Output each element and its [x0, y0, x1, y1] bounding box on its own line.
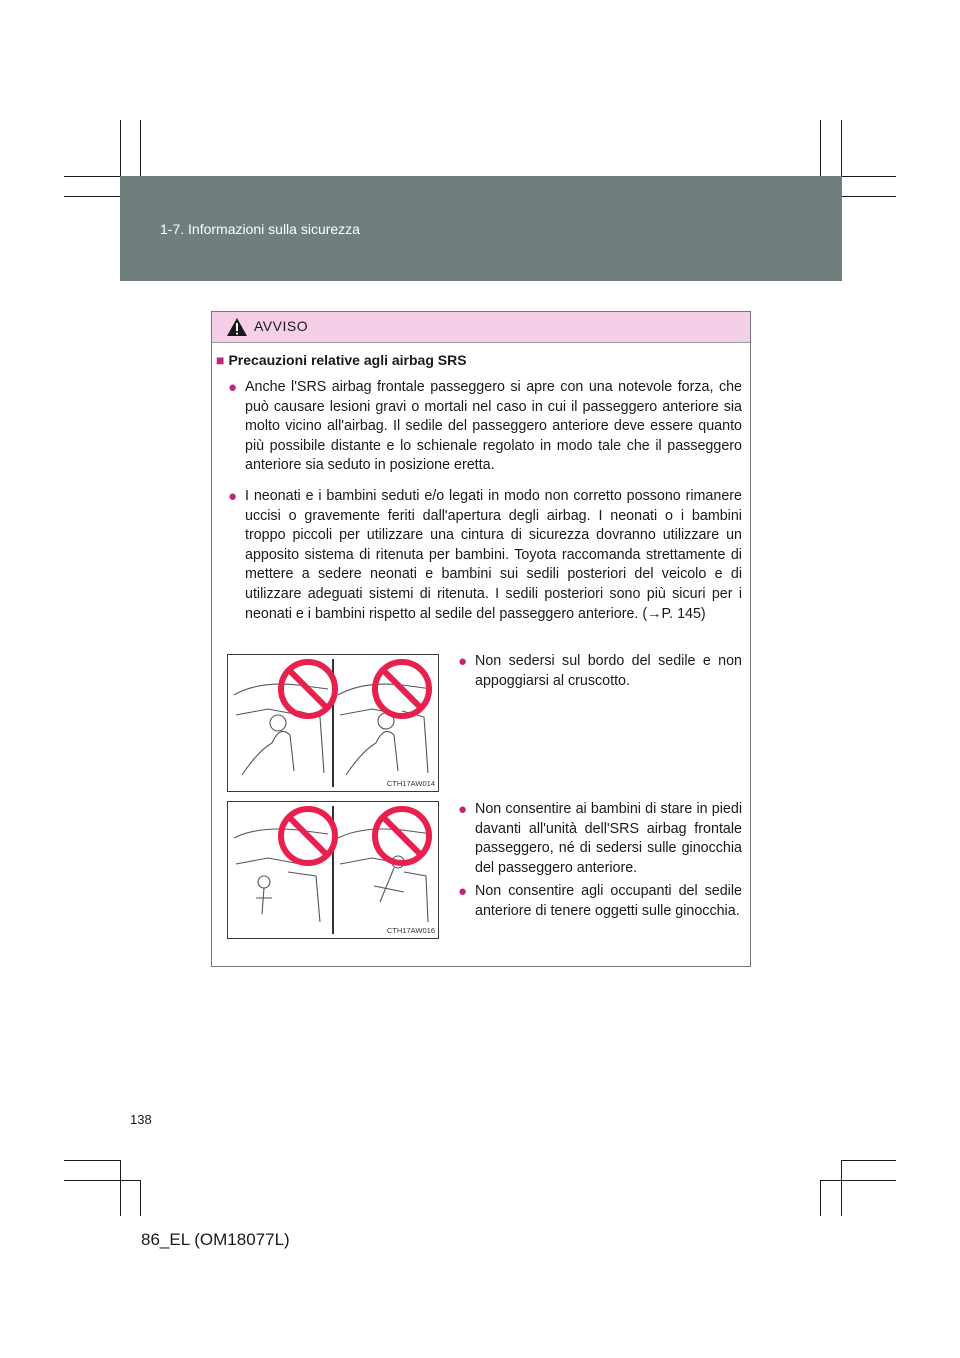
warning-label: AVVISO	[254, 318, 309, 334]
crop-mark	[842, 196, 896, 197]
warning-triangle-icon	[226, 317, 248, 337]
bullet-text: Non consentire ai bambini di stare in piedi davanti all'unità dell'SRS airbag frontale passeggero, né di sedersi sulle ginocchia del passeggero anteriore.	[475, 801, 742, 876]
bullet-icon: ●	[458, 801, 468, 818]
crop-mark	[842, 176, 896, 177]
car-interior-illustration	[228, 655, 438, 791]
document-code: 86_EL (OM18077L)	[141, 1230, 290, 1249]
warning-header	[212, 312, 750, 343]
crop-mark	[820, 1180, 821, 1216]
bullet-text: Non consentire agli occupanti del sedile anteriore di tenere oggetti sulle ginocchia.	[475, 883, 742, 919]
crop-mark	[64, 176, 120, 177]
section-title: 1-7. Informazioni sulla sicurezza	[160, 221, 360, 237]
illustration-child-standing	[227, 801, 439, 939]
square-bullet-icon: ■	[216, 352, 225, 368]
bullet-icon: ●	[458, 883, 468, 900]
bullet-text: I neonati e i bambini seduti e/o legati in modo non corretto possono rimanere uccisi o gravemente feriti dall'apertura degli airbag. I neonati o i bambini troppo piccoli per utilizzare una cintura di sicurezza dovranno utilizzare un apposito sistema di ritenuta per bambini. Toyota raccomanda strettamente di mettere a sedere neonati e bambini sui sedili posteriori del veicolo e di utilizzare adeguati sistemi di ritenuta. I sedili posteriori sono più sicuri per i neonati e i bambini rispetto al sedile del passeggero anteriore. (→P. 145)	[245, 488, 742, 622]
crop-mark	[120, 1160, 121, 1216]
crop-mark	[841, 120, 842, 176]
crop-mark	[120, 120, 121, 176]
warning-heading-text: Precauzioni relative agli airbag SRS	[228, 352, 467, 368]
bullet-item	[458, 800, 742, 878]
crop-mark	[140, 120, 141, 176]
bullet-icon: ●	[228, 379, 238, 396]
crop-mark	[841, 1160, 842, 1216]
car-interior-illustration	[228, 802, 438, 938]
crop-mark	[842, 1160, 896, 1161]
figure-code: CTH17AW016	[386, 926, 435, 935]
bullet-item	[458, 652, 742, 691]
crop-mark	[64, 196, 120, 197]
bullet-icon: ●	[458, 653, 468, 670]
crop-mark	[820, 1180, 896, 1181]
bullet-text: Non sedersi sul bordo del sedile e non appoggiarsi al cruscotto.	[475, 653, 742, 689]
bullet-item	[458, 882, 742, 921]
page-number: 138	[130, 1112, 152, 1127]
figure-code: CTH17AW014	[386, 779, 435, 788]
warning-box	[211, 311, 751, 967]
illustration-leaning-dashboard	[227, 654, 439, 792]
crop-mark	[64, 1180, 140, 1181]
crop-mark	[140, 1180, 141, 1216]
warning-heading	[216, 352, 467, 368]
crop-mark	[820, 120, 821, 176]
bullet-item	[228, 378, 742, 476]
bullet-text: Anche l'SRS airbag frontale passeggero si apre con una notevole forza, che può causare lesioni gravi o mortali nel caso in cui il passeggero anteriore sia molto vicino all'airbag. Il sedile del passeggero anteriore deve essere quanto più possibile distante e lo schienale regolato in modo tale che il passeggero anteriore sia seduto in posizione eretta.	[245, 379, 742, 474]
bullet-icon: ●	[228, 488, 238, 505]
bullet-item	[228, 487, 742, 624]
crop-mark	[64, 1160, 120, 1161]
